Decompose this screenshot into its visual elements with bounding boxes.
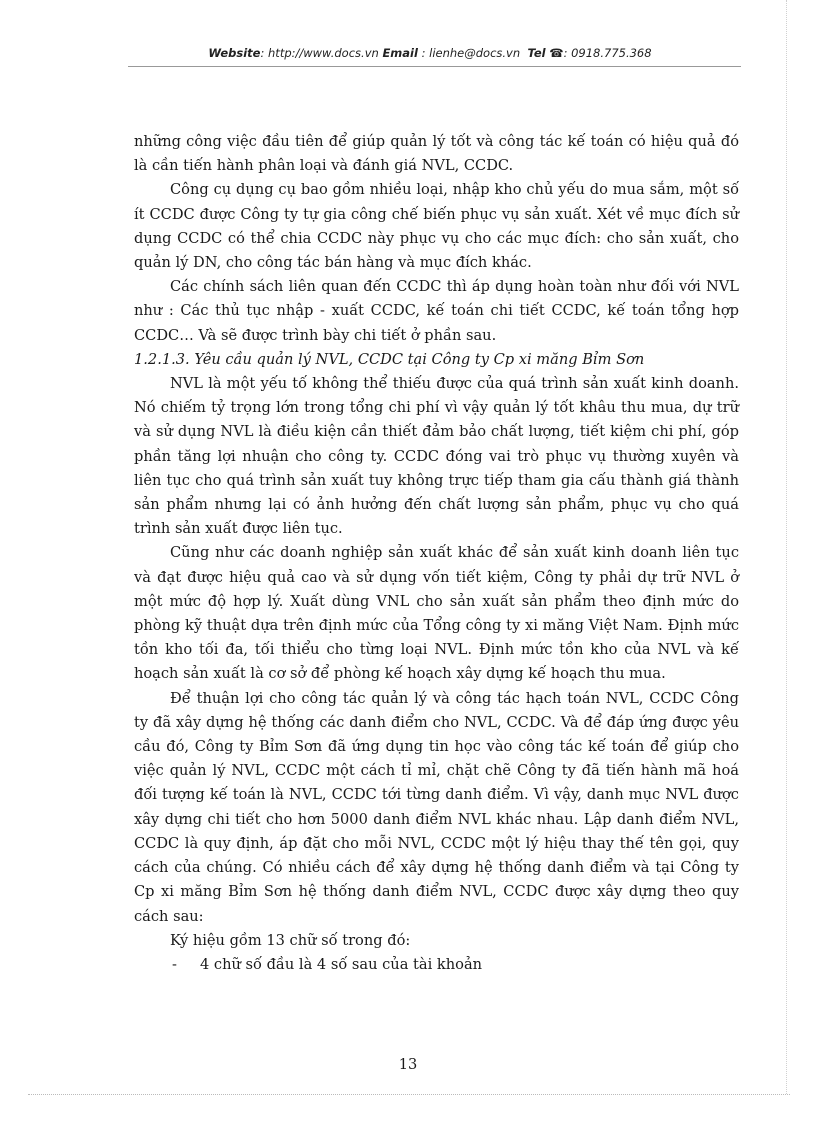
paragraph-1: những công việc đầu tiên để giúp quản lý tốt và công tác kế toán có hiệu quả đó là cần tiến hành phân loại và đánh giá NVL, CCDC. (134, 133, 739, 175)
header-divider (128, 66, 741, 67)
paragraph-2: Công cụ dụng cụ bao gồm nhiều loại, nhập kho chủ yếu do mua sắm, một số ít CCDC được Công ty tự gia công chế biến phục vụ sản xuất. Xét về mục đích sử dụng CCDC có thể chia CCDC này phục vụ cho các mục đích: cho sản xuất, cho quản lý DN, cho công tác bán hàng và mục đích khác. (134, 181, 739, 272)
page-edge-bottom (28, 1094, 790, 1095)
email-sep: : (417, 46, 430, 60)
section-heading: 1.2.1.3. Yêu cầu quản lý NVL, CCDC tại Công ty Cp xi măng Bỉm Sơn (134, 350, 645, 368)
paragraph-5: Cũng như các doanh nghiệp sản xuất khác để sản xuất kinh doanh liên tục và đạt được hiệu quả cao và sử dụng vốn tiết kiệm, Công ty phải dự trữ NVL ở một mức độ hợp lý. Xuất dùng VNL cho sản xuất sản phẩm theo định mức do phòng kỹ thuật dựa trên định mức của Tổng công ty xi măng Việt Nam. Định mức tồn kho tối đa, tối thiểu cho từng loại NVL. Định mức tồn kho của NVL và kế hoạch sản xuất là cơ sở để phòng kế hoạch xây dựng kế hoạch thu mua. (134, 544, 739, 683)
paragraph-3: Các chính sách liên quan đến CCDC thì áp dụng hoàn toàn như đối với NVL như : Các thủ tục nhập - xuất CCDC, kế toán chi tiết CCDC, kế toán tổng hợp CCDC… Và sẽ được trình bày chi tiết ở phần sau. (134, 278, 739, 344)
paragraph-6: Để thuận lợi cho công tác quản lý và công tác hạch toán NVL, CCDC Công ty đã xây dựng hệ thống các danh điểm cho NVL, CCDC. Và để đáp ứng được yêu cầu đó, Công ty Bỉm Sơn đã ứng dụng tin học vào công tác kế toán để giúp cho việc quản lý NVL, CCDC một cách tỉ mỉ, chặt chẽ Công ty đã tiến hành mã hoá đối tượng kế toán là NVL, CCDC tới từng danh điểm. Vì vậy, danh mục NVL được xây dựng chi tiết cho hơn 5000 danh điểm NVL khác nhau. Lập danh điểm NVL, CCDC là quy định, áp đặt cho mỗi NVL, CCDC một lý hiệu thay thế tên gọi, quy cách của chúng. Có nhiều cách để xây dựng hệ thống danh điểm và tại Công ty Cp xi măng Bỉm Sơn hệ thống danh điểm NVL, CCDC được xây dựng theo quy cách sau: (134, 689, 739, 925)
website-label: Website (208, 46, 261, 60)
paragraph-4: NVL là một yếu tố không thể thiếu được của quá trình sản xuất kinh doanh. Nó chiếm tỷ trọng lớn trong tổng chi phí vì vậy quản lý tốt khâu thu mua, dự trữ và sử dụng NVL là điều kiện cần thiết đảm bảo chất lượng, tiết kiệm chi phí, góp phần tăng lợi nhuận cho công ty. CCDC đóng vai trò phục vụ thường xuyên và liên tục cho quá trình sản xuất tuy không trực tiếp tham gia cấu thành giá thành sản phẩm nhưng lại có ảnh hưởng đến chất lượng sản phẩm, phục vụ cho quá trình sản xuất được liên tục. (134, 375, 739, 538)
email-label: Email (382, 46, 418, 60)
document-body (134, 130, 739, 977)
website-url[interactable]: http://www.docs.vn (268, 46, 379, 60)
page-header (120, 46, 740, 60)
page-number: 13 (398, 1056, 418, 1073)
website-sep: : (260, 46, 269, 60)
tel-value: : 0918.775.368 (563, 46, 652, 60)
bullet-dash: - (172, 955, 177, 973)
phone-icon: ☎ (549, 46, 564, 60)
list-item (134, 953, 739, 977)
bullet-text: 4 chữ số đầu là 4 số sau của tài khoản (200, 955, 483, 973)
page-edge-right (786, 0, 787, 1094)
tel-label: Tel (527, 46, 546, 60)
email-value[interactable]: lienhe@docs.vn (429, 46, 521, 60)
paragraph-7: Ký hiệu gồm 13 chữ số trong đó: (170, 931, 411, 949)
